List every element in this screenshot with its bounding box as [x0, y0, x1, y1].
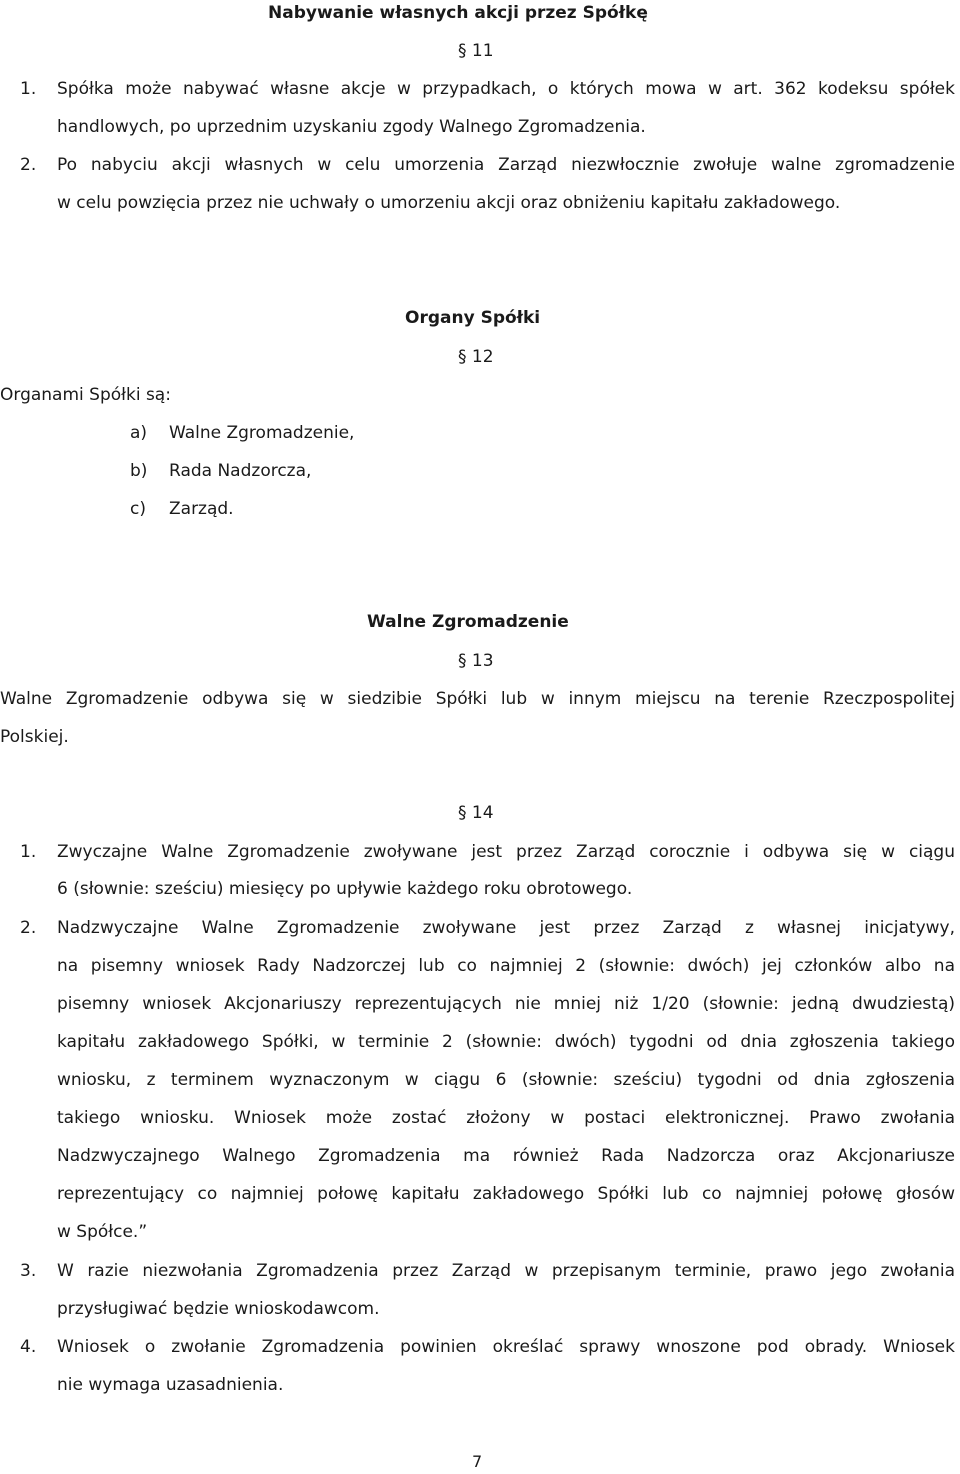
section-12-heading: Organy Spółki [405, 308, 541, 328]
page-number: 7 [472, 1452, 483, 1471]
item-line: w Spółce.” [57, 1222, 148, 1242]
list-item: Rada Nadzorcza, [169, 461, 312, 481]
item-line: wniosku, z terminem wyznaczonym w ciągu 6 (słownie: sześciu) tygodni od dnia zgłoszenia [57, 1070, 955, 1090]
item-number: 4. [20, 1337, 37, 1357]
item-line: 6 (słownie: sześciu) miesięcy po upływie każdego roku obrotowego. [57, 879, 633, 899]
item-line: kapitału zakładowego Spółki, w terminie 2 (słownie: dwóch) tygodni od dnia zgłoszenia takiego [57, 1032, 955, 1052]
item-line: Zwyczajne Walne Zgromadzenie zwoływane jest przez Zarząd corocznie i odbywa się w ciągu [57, 842, 955, 862]
item-number: 2. [20, 918, 37, 938]
item-line: nie wymaga uzasadnienia. [57, 1375, 284, 1395]
list-letter: a) [130, 423, 148, 443]
item-line: Wniosek o zwołanie Zgromadzenia powinien określać sprawy wnoszone pod obrady. Wniosek [57, 1337, 955, 1357]
organs-intro: Organami Spółki są: [0, 385, 171, 405]
item-number: 2. [20, 155, 37, 175]
paragraph-13-number: § 13 [458, 651, 494, 671]
item-line: Nadzwyczajne Walne Zgromadzenie zwoływane jest przez Zarząd z własnej inicjatywy, [57, 918, 955, 938]
item-line: Nadzwyczajnego Walnego Zgromadzenia ma również Rada Nadzorcza oraz Akcjonariusze [57, 1146, 955, 1166]
item-line: w celu powzięcia przez nie uchwały o umorzeniu akcji oraz obniżeniu kapitału zakładowego. [57, 193, 841, 213]
list-letter: b) [130, 461, 148, 481]
list-item: Zarząd. [169, 499, 234, 519]
item-line: Po nabyciu akcji własnych w celu umorzenia Zarząd niezwłocznie zwołuje walne zgromadzenie [57, 155, 955, 175]
paragraph-11-number: § 11 [458, 41, 494, 61]
item-line: przysługiwać będzie wnioskodawcom. [57, 1299, 380, 1319]
section-11-heading: Nabywanie własnych akcji przez Spółkę [268, 3, 648, 23]
section-13-heading: Walne Zgromadzenie [367, 612, 569, 632]
item-line: pisemny wniosek Akcjonariuszy reprezentujących nie mniej niż 1/20 (słownie: jedną dwudziestą) [57, 994, 955, 1014]
paragraph-14-number: § 14 [458, 803, 494, 823]
list-letter: c) [130, 499, 146, 519]
item-line: takiego wniosku. Wniosek może zostać złożony w postaci elektronicznej. Prawo zwołania [57, 1108, 955, 1128]
item-number: 1. [20, 842, 37, 862]
item-line: reprezentujący co najmniej połowę kapitału zakładowego Spółki lub co najmniej połowę głosów [57, 1184, 955, 1204]
body-line: Walne Zgromadzenie odbywa się w siedzibie Spółki lub w innym miejscu na terenie Rzeczpospolitej [0, 689, 955, 709]
item-number: 1. [20, 79, 37, 99]
list-item: Walne Zgromadzenie, [169, 423, 355, 443]
item-number: 3. [20, 1261, 37, 1281]
item-line: Spółka może nabywać własne akcje w przypadkach, o których mowa w art. 362 kodeksu spółek [57, 79, 955, 99]
item-line: na pisemny wniosek Rady Nadzorczej lub co najmniej 2 (słownie: dwóch) jej członków albo na [57, 956, 955, 976]
paragraph-12-number: § 12 [458, 347, 494, 367]
item-line: W razie niezwołania Zgromadzenia przez Zarząd w przepisanym terminie, prawo jego zwołania [57, 1261, 955, 1281]
item-line: handlowych, po uprzednim uzyskaniu zgody Walnego Zgromadzenia. [57, 117, 646, 137]
body-line: Polskiej. [0, 727, 69, 747]
